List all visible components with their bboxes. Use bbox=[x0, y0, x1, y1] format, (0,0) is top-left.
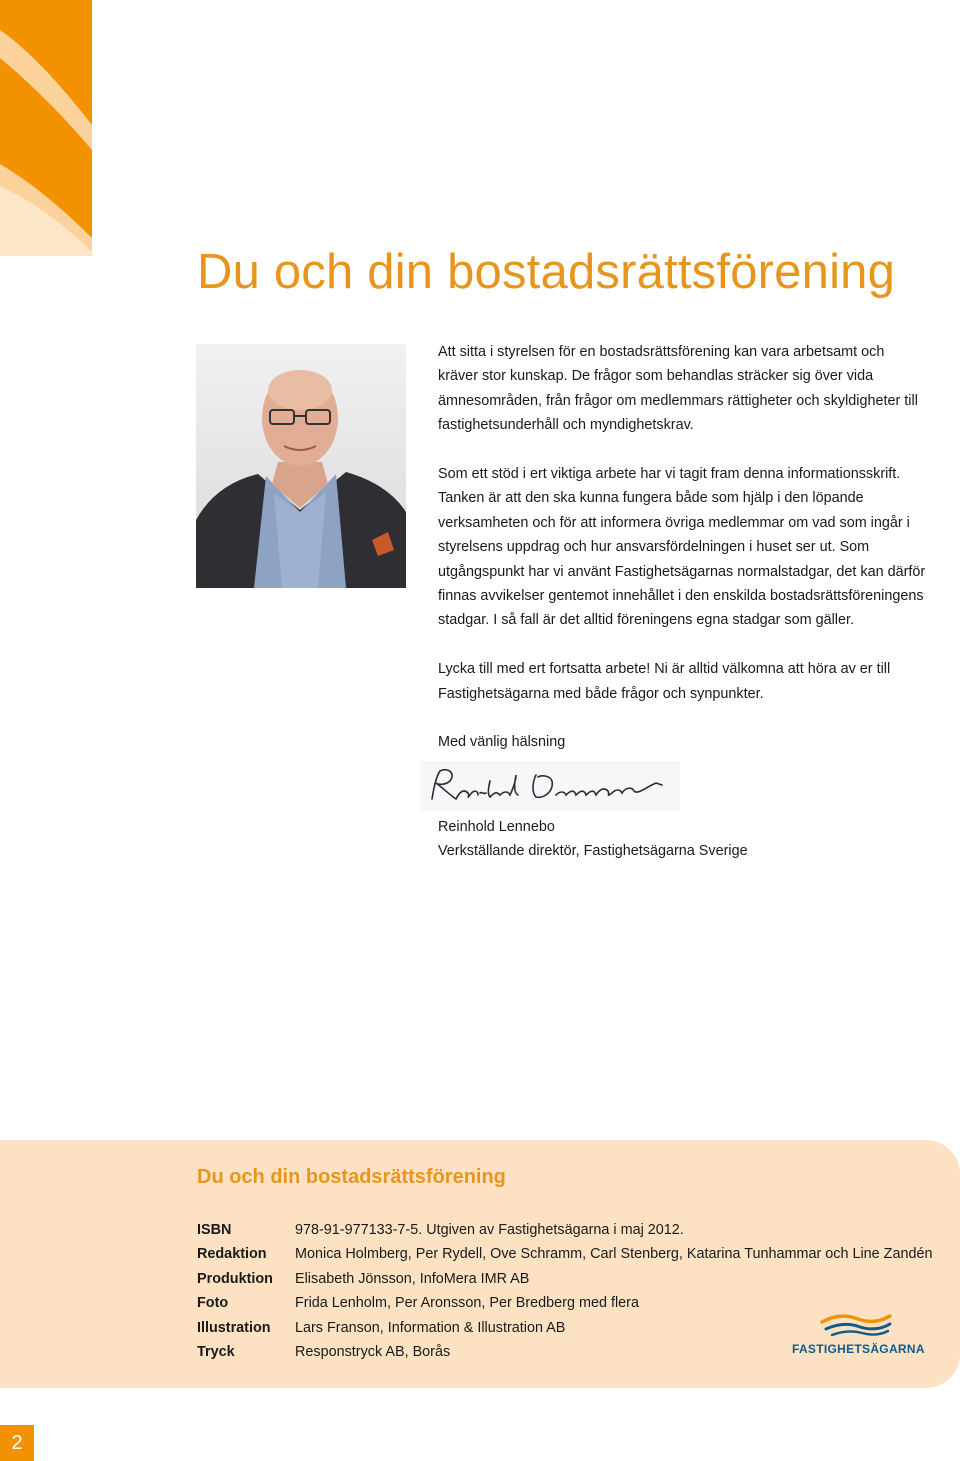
credit-label: Produktion bbox=[197, 1270, 273, 1287]
letter-paragraph: Som ett stöd i ert viktiga arbete har vi tagit fram denna informationsskrift. Tanken är att den ska kunna fungera både som hjälp i den löpande verksamheten och för att informera övriga medlemmar om vad som ingår i styrelsens uppdrag och hur ansvarsfördelningen i huset ser ut. Som utgångspunkt har vi använt Fastighetsägarnas normalstadgar, det kan därför finnas avvikelser gentemot innehållet i den enskilda bostadsrättsföreningens stadgar. I så fall är det alltid föreningens egna stadgar som gäller. bbox=[438, 466, 926, 629]
letter-paragraph: Att sitta i styrelsen för en bostadsrättsförening kan vara arbetsamt och kräver stor kunskap. De frågor som behandlas sträcker sig över vida ämnesområden, från frågor om medlemmars rättigheter och skyldigheter till fastighetsunderhåll och myndighetskrav. bbox=[438, 344, 918, 434]
credit-value: 978-91-977133-7-5. Utgiven av Fastighetsägarna i maj 2012. bbox=[295, 1222, 684, 1238]
corner-decoration bbox=[0, 0, 92, 256]
credit-row-produktion bbox=[197, 1267, 932, 1291]
letter-body bbox=[438, 340, 926, 864]
logo-text: FASTIGHETSÄGARNA bbox=[792, 1342, 925, 1356]
credit-value: Responstryck AB, Borås bbox=[295, 1343, 451, 1360]
credit-row-redaktion bbox=[197, 1242, 932, 1266]
credit-value: Frida Lenholm, Per Aronsson, Per Bredberg med flera bbox=[295, 1295, 639, 1312]
letter-greeting: Med vänlig hälsning bbox=[438, 734, 566, 751]
fastighetsagarna-logo bbox=[792, 1312, 932, 1364]
signer-title: Verkställande direktör, Fastighetsägarna Sverige bbox=[438, 843, 748, 860]
handwritten-signature bbox=[420, 761, 680, 811]
wave-logo-icon bbox=[820, 1312, 892, 1338]
credit-value: Elisabeth Jönsson, InfoMera IMR AB bbox=[295, 1270, 530, 1287]
portrait-photo bbox=[196, 344, 406, 588]
credit-value: Lars Franson, Information & Illustration AB bbox=[295, 1319, 566, 1336]
page-title: Du och din bostadsrättsförening bbox=[197, 245, 896, 299]
credit-label: Foto bbox=[197, 1295, 229, 1312]
credit-label: Illustration bbox=[197, 1319, 271, 1336]
credit-label: Tryck bbox=[197, 1343, 235, 1360]
credit-value: Monica Holmberg, Per Rydell, Ove Schramm, Carl Stenberg, Katarina Tunhammar och Line Zandén bbox=[295, 1246, 933, 1263]
signer-name: Reinhold Lennebo bbox=[438, 818, 555, 835]
credit-label: Redaktion bbox=[197, 1246, 267, 1263]
credit-row-isbn bbox=[197, 1218, 932, 1242]
letter-paragraph: Lycka till med ert fortsatta arbete! Ni är alltid välkomna att höra av er till Fastighetsägarna med både frågor och synpunkter. bbox=[438, 661, 891, 702]
credit-label: ISBN bbox=[197, 1222, 232, 1238]
colophon-title: Du och din bostadsrättsförening bbox=[197, 1166, 506, 1188]
page-number: 2 bbox=[0, 1425, 34, 1461]
